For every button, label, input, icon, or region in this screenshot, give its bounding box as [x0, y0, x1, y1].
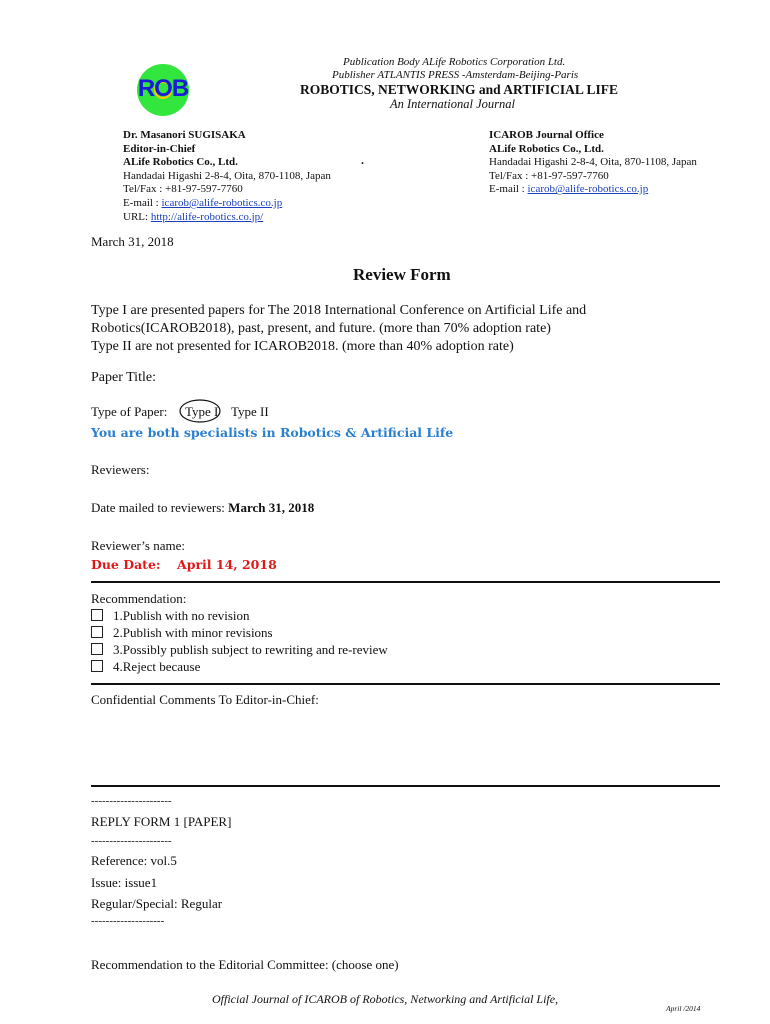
type-2-option[interactable]: Type II	[231, 404, 269, 419]
journal-title: ROBOTICS, NETWORKING and ARTIFICIAL LIFE	[300, 82, 618, 97]
journal-subtitle: An International Journal	[390, 97, 515, 111]
office-address: Handadai Higashi 2-8-4, Oita, 870-1108, Japan	[489, 156, 697, 169]
due-date-value: April 14, 2018	[177, 557, 277, 572]
reviewer-name-label: Reviewer’s name:	[91, 538, 185, 553]
reply-dashes-3: --------------------	[91, 915, 165, 927]
editorial-recommendation: Recommendation to the Editorial Committee: (choose one)	[91, 957, 399, 972]
form-title: Review Form	[353, 265, 451, 284]
recommendation-option-2[interactable]	[91, 624, 388, 641]
divider-1	[91, 581, 720, 583]
checkbox-icon[interactable]	[91, 609, 103, 621]
option-label: 4.Reject because	[113, 659, 201, 674]
publication-body: Publication Body ALife Robotics Corporation Ltd.	[343, 56, 566, 68]
logo-text: ROB	[137, 75, 189, 102]
reply-form-title: REPLY FORM 1 [PAPER]	[91, 814, 232, 829]
due-date-label: Due Date:	[91, 557, 161, 572]
office-telfax: Tel/Fax : +81-97-597-7760	[489, 169, 609, 182]
intro-line-1: Type I are presented papers for The 2018 International Conference on Artificial Life and	[91, 303, 587, 318]
divider-3	[91, 785, 720, 787]
intro-line-3: Type II are not presented for ICAROB2018. (more than 40% adoption rate)	[91, 339, 514, 354]
recommendation-label: Recommendation:	[91, 591, 187, 606]
type-of-paper-label: Type of Paper:	[91, 404, 168, 419]
email-label: E-mail :	[489, 183, 528, 196]
recommendation-option-1[interactable]	[91, 607, 388, 624]
editor-email-link[interactable]: icarob@alife-robotics.co.jp	[161, 196, 283, 209]
divider-2	[91, 683, 720, 685]
reviewers-label: Reviewers:	[91, 462, 150, 477]
confidential-comments-label: Confidential Comments To Editor-in-Chief:	[91, 692, 319, 707]
url-label: URL:	[123, 210, 151, 223]
letter-date: March 31, 2018	[91, 234, 174, 249]
editor-url-row	[123, 211, 331, 225]
publisher: Publisher ATLANTIS PRESS -Amsterdam-Beijing-Paris	[332, 69, 579, 81]
office-name: ICAROB Journal Office	[489, 129, 604, 141]
checkbox-icon[interactable]	[91, 660, 103, 672]
editor-company: ALife Robotics Co., Ltd.	[123, 156, 238, 169]
editor-address: Handadai Higashi 2-8-4, Oita, 870-1108, Japan	[123, 169, 331, 182]
type-1-option[interactable]	[178, 398, 222, 424]
footer-journal: Official Journal of ICAROB of Robotics, Networking and Artificial Life,	[212, 992, 559, 1006]
journal-logo	[136, 63, 190, 117]
reply-dashes-2: ----------------------	[91, 835, 172, 847]
paper-title-label: Paper Title:	[91, 370, 156, 385]
option-label: 3.Possibly publish subject to rewriting and re-review	[113, 642, 388, 657]
option-label: 1.Publish with no revision	[113, 608, 250, 623]
left-contact	[123, 129, 331, 224]
specialists-note: You are both specialists in Robotics & Artificial Life	[91, 425, 454, 440]
editor-name: Dr. Masanori SUGISAKA	[123, 129, 246, 141]
issue: Issue: issue1	[91, 875, 158, 890]
reference: Reference: vol.5	[91, 853, 177, 868]
intro-line-2: Robotics(ICAROB2018), past, present, and future. (more than 70% adoption rate)	[91, 321, 551, 336]
office-company: ALife Robotics Co., Ltd.	[489, 142, 604, 155]
type-1-label: Type I	[185, 404, 219, 419]
date-mailed-value: March 31, 2018	[228, 500, 315, 515]
office-email-row	[489, 183, 697, 197]
right-contact	[489, 129, 697, 197]
option-label: 2.Publish with minor revisions	[113, 625, 273, 640]
regular-special: Regular/Special: Regular	[91, 896, 223, 911]
checkbox-icon[interactable]	[91, 626, 103, 638]
recommendation-option-3[interactable]	[91, 641, 388, 658]
recommendation-option-4[interactable]	[91, 658, 388, 675]
editor-role: Editor-in-Chief	[123, 142, 196, 155]
date-mailed	[91, 500, 314, 516]
reply-dashes-1: ----------------------	[91, 795, 172, 807]
footer-date: April /2014	[666, 1004, 701, 1013]
editor-url-link[interactable]: http://alife-robotics.co.jp/	[150, 210, 264, 223]
checkbox-icon[interactable]	[91, 643, 103, 655]
editor-email-row	[123, 197, 331, 211]
date-mailed-label: Date mailed to reviewers:	[91, 500, 229, 515]
recommendation-section	[91, 590, 388, 675]
intro-text	[91, 302, 586, 356]
office-email-link[interactable]: icarob@alife-robotics.co.jp	[527, 183, 649, 196]
center-dot: .	[361, 153, 364, 167]
editor-telfax: Tel/Fax : +81-97-597-7760	[123, 183, 243, 196]
email-label: E-mail :	[123, 196, 162, 209]
